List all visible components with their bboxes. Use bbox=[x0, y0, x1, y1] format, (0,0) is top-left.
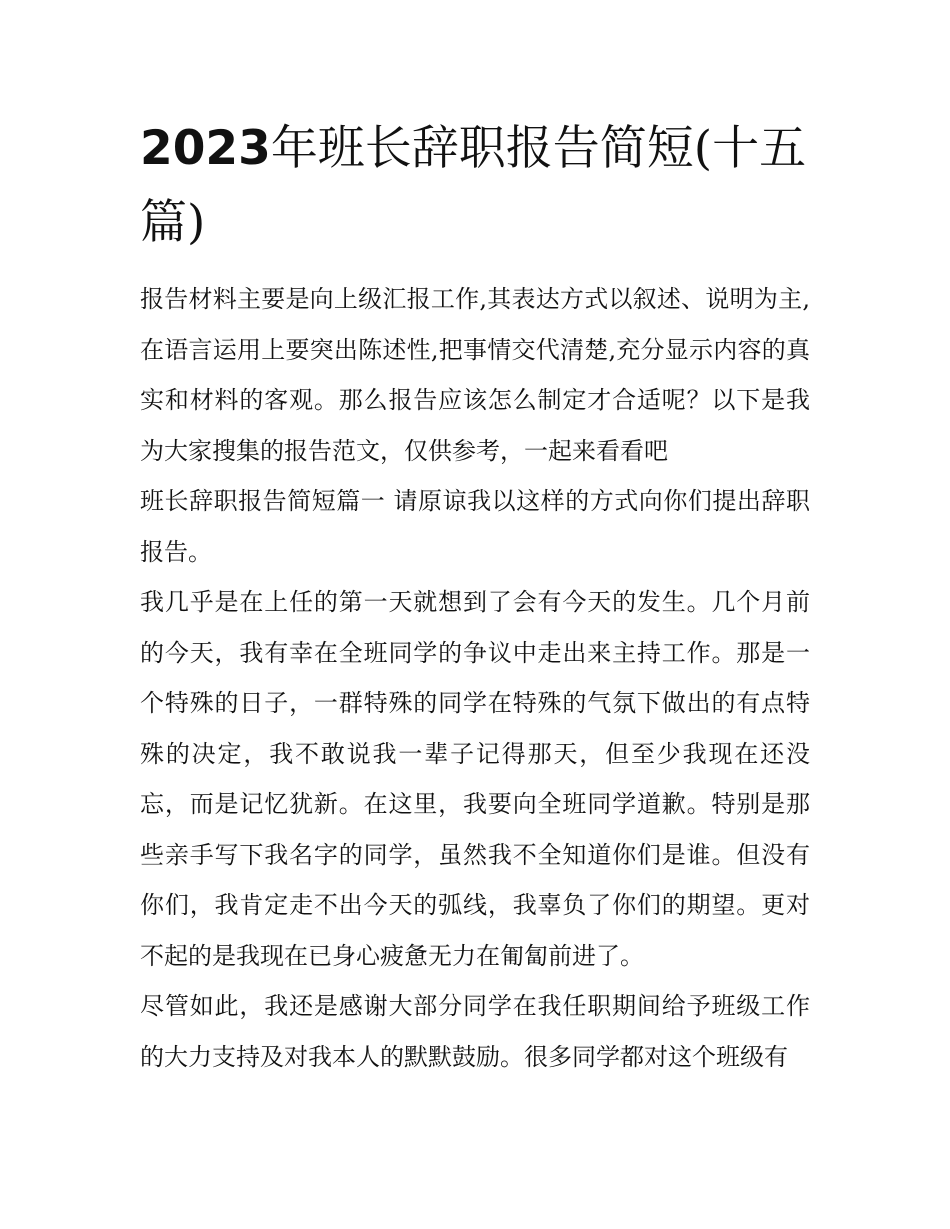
title-year: 2023 bbox=[140, 121, 271, 176]
paragraph-thanks: 尽管如此，我还是感谢大部分同学在我任职期间给予班级工作的大力支持及对我本人的默默鼓励。很多同学都对这个班级有 bbox=[140, 992, 810, 1071]
title-text: 年班长辞职报告简短(十五篇) bbox=[140, 121, 807, 250]
paragraph-intro: 报告材料主要是向上级汇报工作,其表达方式以叙述、说明为主,在语言运用上要突出陈述性,把事情交代清楚,充分显示内容的真实和材料的客观。那么报告应该怎么制定才合适呢？以下是我为大家搜集的报告范文，仅供参考，一起来看看吧 bbox=[140, 285, 810, 465]
paragraph-section-heading: 班长辞职报告简短篇一 请原谅我以这样的方式向你们提出辞职报告。 bbox=[140, 487, 810, 566]
document-body bbox=[140, 274, 810, 1082]
paragraph-main: 我几乎是在上任的第一天就想到了会有今天的发生。几个月前的今天，我有幸在全班同学的争议中走出来主持工作。那是一个特殊的日子，一群特殊的同学在特殊的气氛下做出的有点特殊的决定，我不敢说我一辈子记得那天，但至少我现在还没忘，而是记忆犹新。在这里，我要向全班同学道歉。特别是那些亲手写下我名字的同学，虽然我不全知道你们是谁。但没有你们，我肯定走不出今天的弧线，我辜负了你们的期望。更对不起的是我现在已身心疲惫无力在匍匐前进了。 bbox=[140, 588, 810, 970]
document-title bbox=[140, 112, 810, 260]
